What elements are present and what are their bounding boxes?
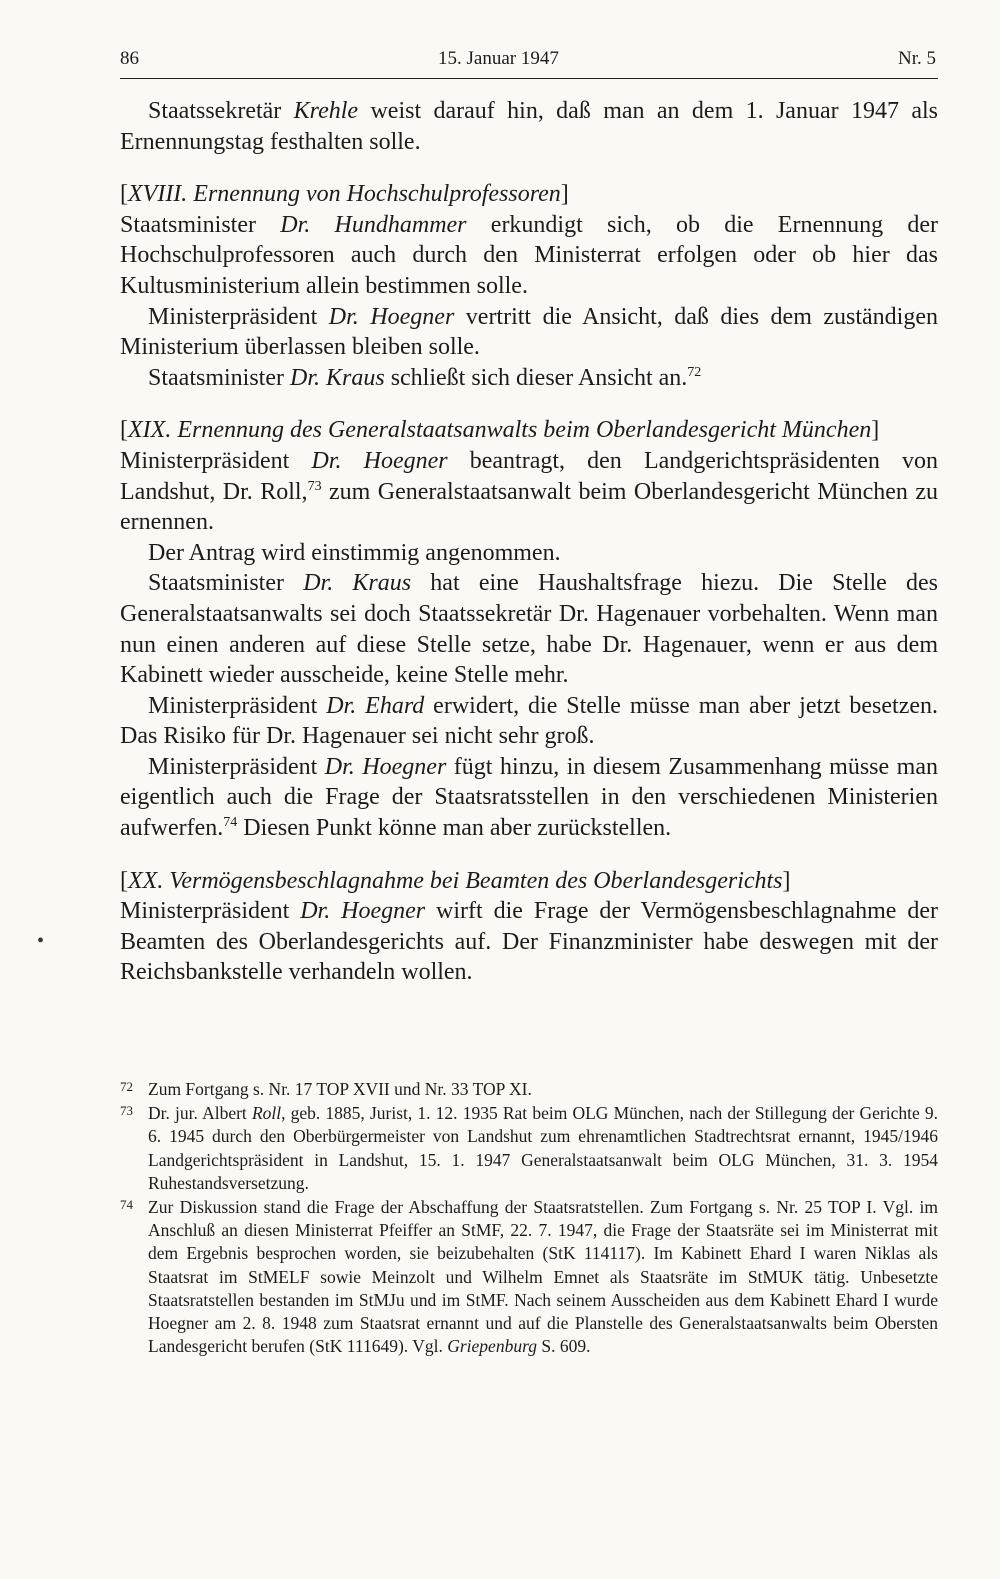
paragraph: Ministerpräsident Dr. Hoegner fügt hinzu, in diesem Zusammenhang müsse man eigentlich auch die Frage der Staatsratsstellen in den verschiedenen Ministerien aufwerfen.$^{74}$ Diesen Punkt könne man aber zurückstellen. — [120, 753, 938, 842]
header-date: 15. Januar 1947 — [438, 48, 559, 69]
footnote-ref: 73 — [307, 478, 322, 494]
running-header — [120, 44, 938, 79]
person-name: Hoegner — [341, 898, 426, 925]
section-heading-xix: [XIX. Ernennung des Generalstaatsanwalts beim Oberlandesgericht München] — [120, 417, 880, 444]
paragraph: Ministerpräsident Dr. Hoegner wirft die Frage der Vermögensbeschlagnahme der Beamten des Oberlandesgerichts auf. Der Finanzminister habe deswegen mit der Reichsbankstelle verhandeln wollen. — [120, 898, 938, 986]
paragraph: Staatsminister Dr. Hundhammer erkundigt sich, ob die Ernennung der Hochschulprofessoren auch durch den Ministerrat erfolgen oder ob hier das Kultusministerium allein bestimmen solle. — [120, 211, 938, 299]
footnote-number: 73 — [120, 1103, 133, 1119]
footnote-72: 72 Zum Fortgang s. Nr. 17 TOP XVII und Nr. 33 TOP XI. — [120, 1078, 938, 1101]
person-name: Kraus — [326, 364, 385, 391]
page-number: 86 — [120, 48, 139, 69]
section-heading-xviii: [XVIII. Ernennung von Hochschulprofessoren] — [120, 181, 569, 208]
paragraph: Der Antrag wird einstimmig angenommen. — [148, 539, 561, 566]
person-name: Hoegner — [362, 753, 447, 780]
section-heading-xx: [XX. Vermögensbeschlagnahme bei Beamten des Oberlandesgerichts] — [120, 867, 791, 894]
person-name: Hoegner — [363, 447, 448, 474]
footnotes — [120, 1078, 938, 1359]
footnote-73: 73 Dr. jur. Albert Roll, geb. 1885, Jurist, 1. 12. 1935 Rat beim OLG München, nach der Stillegung der Gerichte 9. 6. 1945 durch den Oberbürgermeister von Landshut zum ehrenamtlichen Stadtrechtsrat ernannt, 1945/1946 Landgerichtspräsident in Landshut, 15. 1. 1947 Generalstaatsanwalt beim OLG München, 31. 3. 1954 Ruhestandsversetzung. — [120, 1102, 938, 1195]
person-name: Hoegner — [370, 303, 455, 330]
document-number: Nr. 5 — [898, 48, 936, 69]
main-text — [120, 96, 938, 988]
footnote-ref: 74 — [223, 815, 238, 831]
footnote-74: 74 Zur Diskussion stand die Frage der Abschaffung der Staatsratstellen. Zum Fortgang s. Nr. 25 TOP I. Vgl. im Anschluß an diesen Ministerrat Pfeiffer an StMF, 22. 7. 1947, die Frage der Staatsräte sei im Ministerrat mit dem Ergebnis besprochen worden, sie beizubehalten (StK 114117). Im Kabinett Ehard I waren Niklas als Staatsrat im StMELF sowie Meinzolt und Wilhelm Emnet als Staatsräte im StMUK tätig. Unbesetzte Staatsratstellen bestanden im StMJu und im StMF. Nach seinem Ausscheiden aus dem Kabinett Ehard I wurde Hoegner am 2. 8. 1948 zum Staatsrat ernannt und auf die Planstelle des Generalstaatsanwalts beim Obersten Landesgericht berufen (StK 111649). Vgl. Griepenburg S. 609. — [120, 1196, 938, 1358]
paragraph: Staatsminister Dr. Kraus schließt sich dieser Ansicht an.$^{72}$ — [148, 364, 702, 391]
margin-dot-mark: • — [37, 930, 45, 952]
footnote-ref: 72 — [687, 364, 702, 380]
paragraph: Ministerpräsident Dr. Hoegner vertritt die Ansicht, daß dies dem zuständigen Ministerium überlassen bleiben solle. — [120, 303, 938, 361]
person-name: Kraus — [352, 570, 412, 597]
paragraph: Staatsminister Dr. Kraus hat eine Haushaltsfrage hiezu. Die Stelle des Generalstaatsanwalts sei doch Staatssekretär Dr. Hagenauer vorbehalten. Wenn man nun einen anderen auf diese Stelle setze, habe Dr. Hagenauer, wenn er aus dem Kabinett wieder ausscheide, keine Stelle mehr. — [120, 570, 938, 689]
person-name: Ehard — [365, 692, 425, 719]
paragraph: Staatssekretär Krehle weist darauf hin, daß man an dem 1. Januar 1947 als Ernennungstag festhalten solle. — [120, 98, 939, 155]
person-name: Krehle — [293, 98, 359, 124]
footnote-number: 72 — [120, 1079, 133, 1094]
footnote-number: 74 — [120, 1197, 133, 1213]
paragraph: Ministerpräsident Dr. Hoegner beantragt, den Landgerichtspräsidenten von Landshut, Dr. Roll,$^{73}$ zum Generalstaatsanwalt beim Oberlandesgericht München zu ernennen. — [120, 447, 938, 536]
paragraph: Ministerpräsident Dr. Ehard erwidert, die Stelle müsse man aber jetzt besetzen. Das Risiko für Dr. Hagenauer sei nicht sehr groß. — [120, 692, 939, 750]
person-name: Hundhammer — [334, 211, 467, 238]
